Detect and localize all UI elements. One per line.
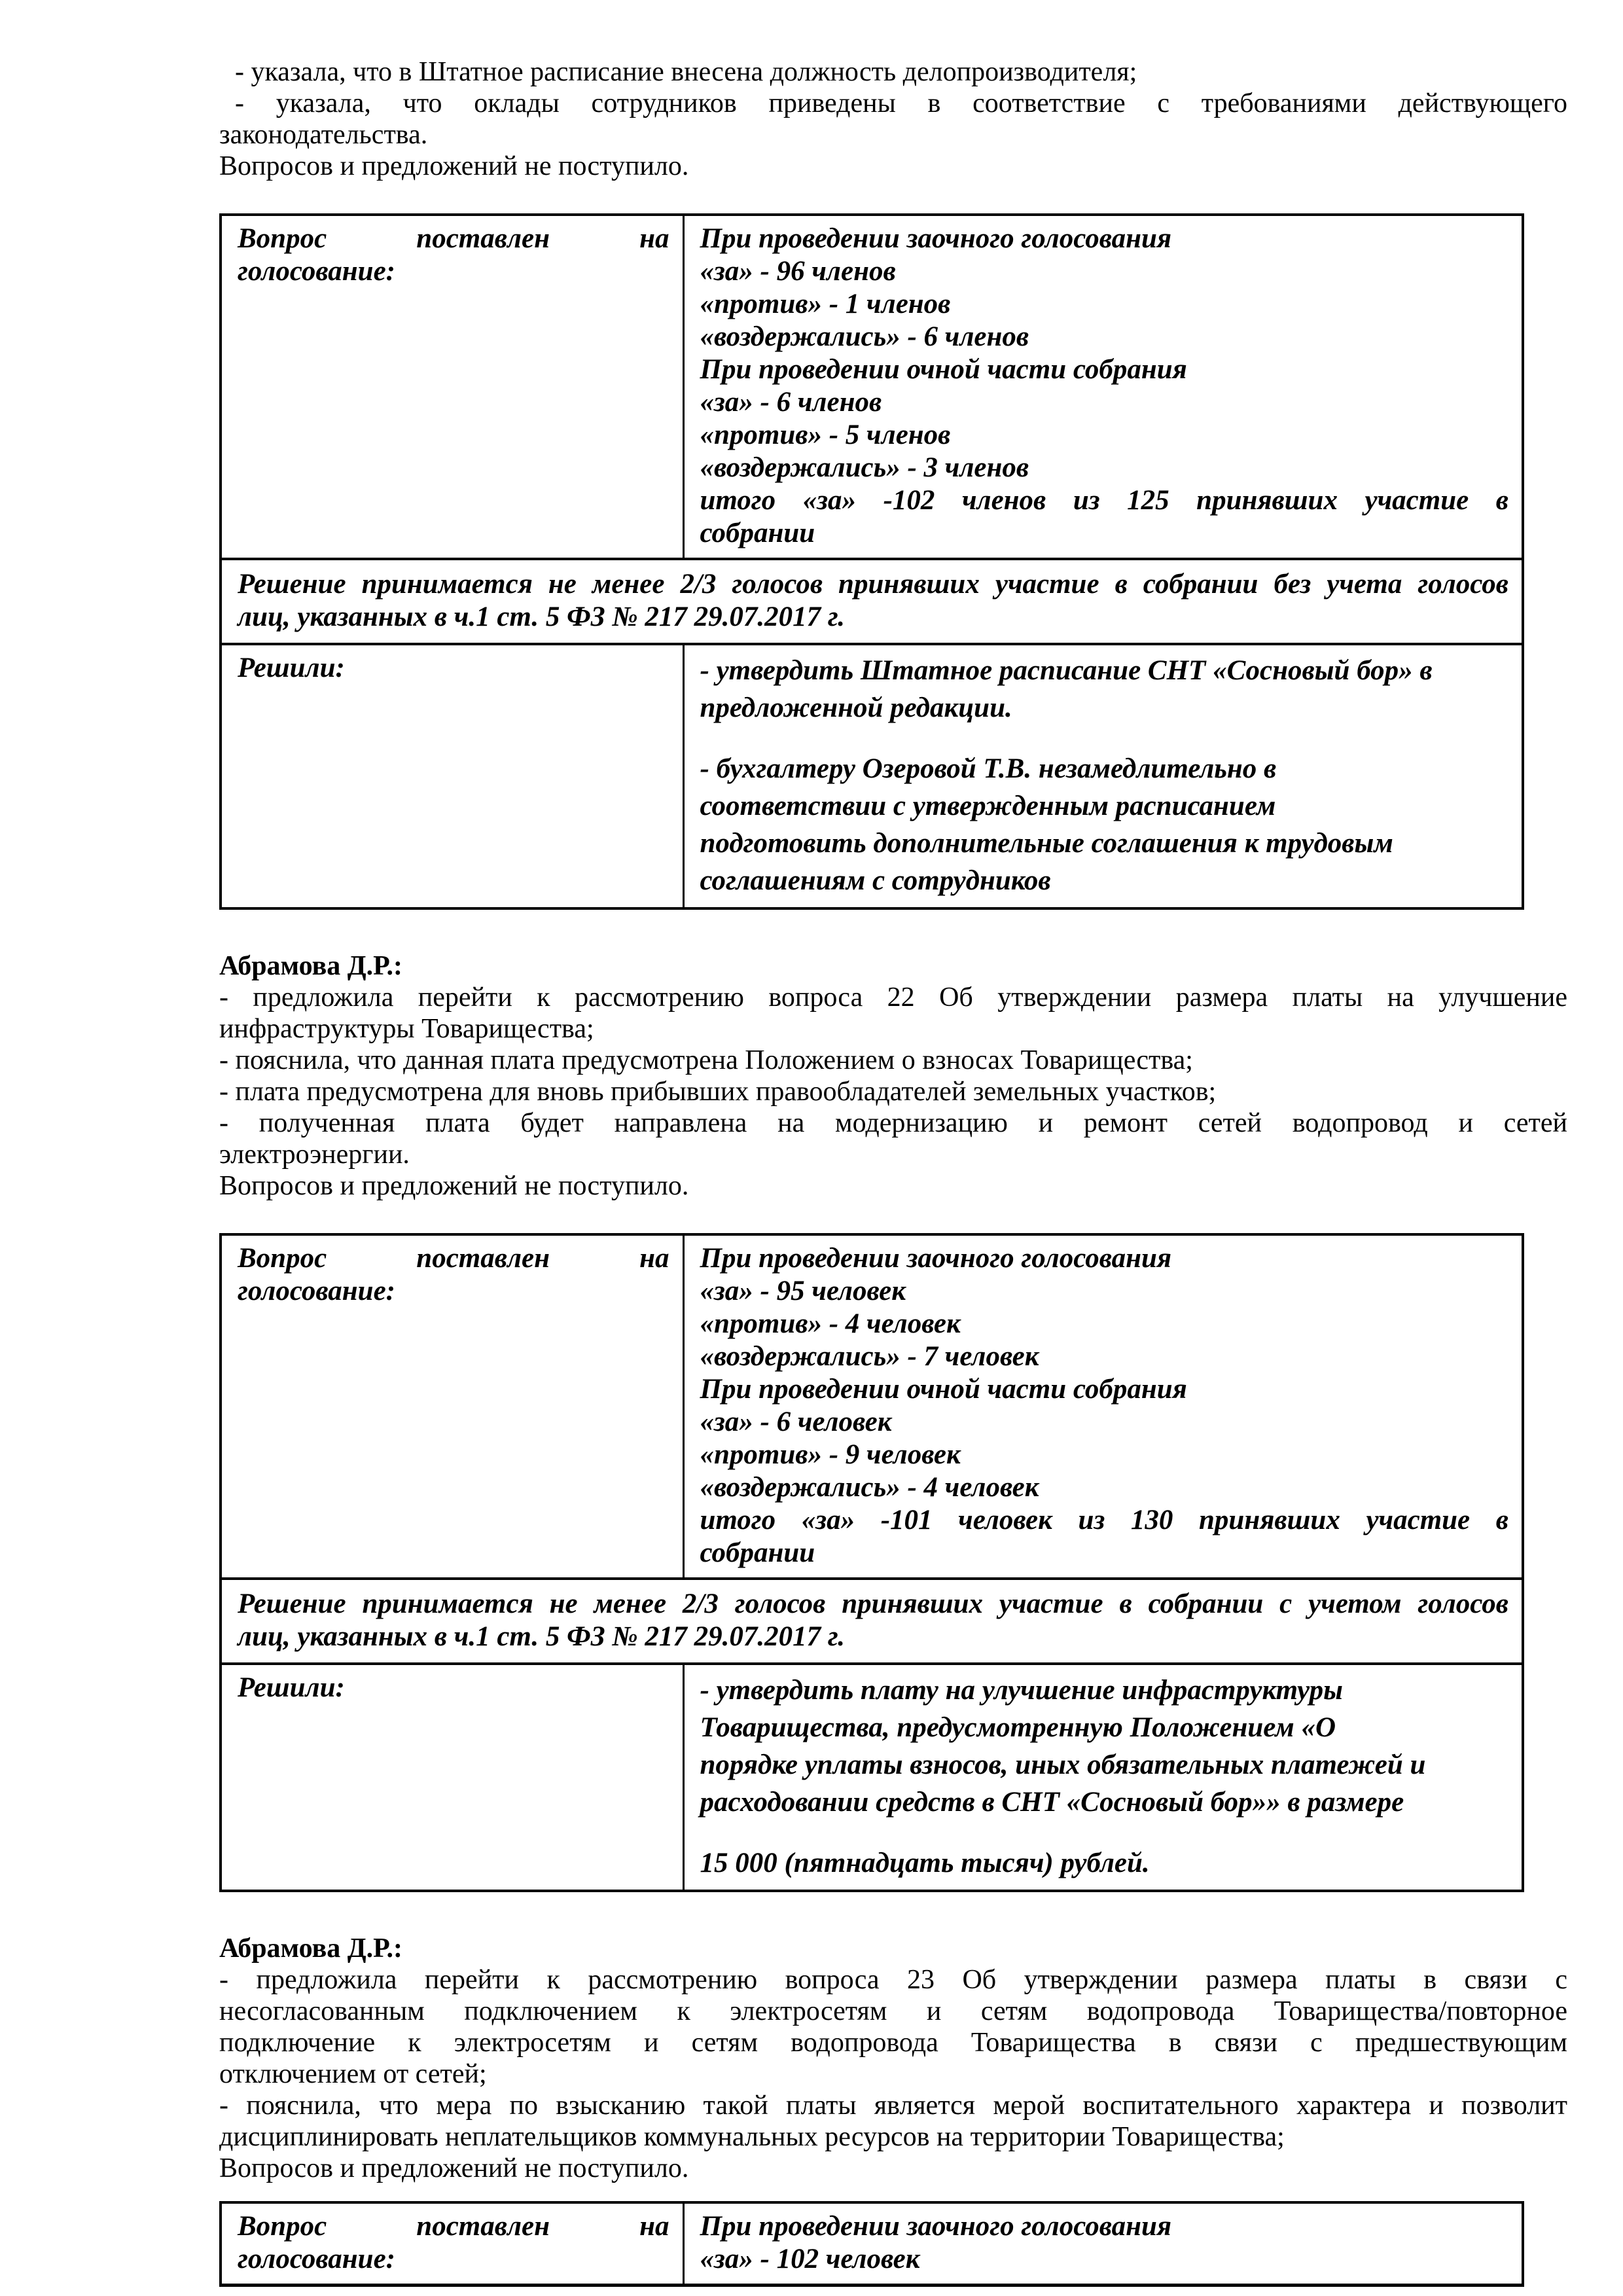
- resolution-amount-line: 15 000 (пятнадцать тысяч) рублей.: [700, 1848, 1150, 1878]
- vote-line: «против» - 4 человек: [700, 1308, 961, 1339]
- question-label-line: Вопрос поставлен на: [238, 2211, 669, 2242]
- vote-line: «за» - 6 членов: [700, 387, 882, 418]
- intro-paragraph: - указала, что в Штатное расписание внесена должность делопроизводителя;: [235, 57, 1137, 87]
- decision-rule-line: Решение принимается не менее 2/3 голосов принявших участие в собрании с учетом голосов: [238, 1588, 1508, 1619]
- decision-rule-line: лиц, указанных в ч.1 ст. 5 ФЗ № 217 29.07.2017 г.: [238, 1621, 845, 1652]
- resolution-line: соглашениям с сотрудников: [700, 865, 1051, 896]
- question-label-line: Вопрос поставлен на: [238, 1243, 669, 1274]
- question-label-line: голосование:: [238, 256, 395, 287]
- decision-rule-cell: [221, 559, 1523, 644]
- question-label-line: Вопрос поставлен на: [238, 223, 669, 254]
- decision-rule-row: [221, 1579, 1523, 1664]
- blank-line: [700, 1821, 1509, 1844]
- question-label-line: голосование:: [238, 2244, 395, 2274]
- vote-line: «воздержались» - 6 членов: [700, 321, 1029, 352]
- decision-rule-cell: [221, 1579, 1523, 1664]
- vote-line: «воздержались» - 7 человек: [700, 1341, 1039, 1372]
- vote-table-2: [219, 1233, 1524, 1892]
- section-paragraph: - предложила перейти к рассмотрению вопроса 22 Об утверждении размера платы на улучшение: [219, 982, 1567, 1013]
- resolution-line: порядке уплаты взносов, иных обязательных платежей и: [700, 1749, 1426, 1780]
- section-paragraph: - пояснила, что данная плата предусмотрена Положением о взносах Товарищества;: [219, 1045, 1193, 1075]
- vote-total-line: итого «за» -102 членов из 125 принявших участие в: [700, 485, 1508, 516]
- intro-block: [219, 56, 1567, 182]
- vote-total-line: собрании: [700, 1537, 815, 1568]
- vote-line: При проведении заочного голосования: [700, 223, 1172, 254]
- vote-table-3: [219, 2201, 1524, 2287]
- vote-line: «воздержались» - 4 человек: [700, 1472, 1039, 1503]
- vote-table-1: [219, 213, 1524, 910]
- vote-line: При проведении заочного голосования: [700, 1243, 1172, 1274]
- section-question-23: [219, 1933, 1567, 2184]
- resolution-line: соответствии с утвержденным расписанием: [700, 791, 1276, 821]
- intro-paragraph: - указала, что оклады сотрудников приведены в соответствие с требованиями действующего: [235, 88, 1567, 118]
- section-paragraph-continuation: дисциплинировать неплательщиков коммунальных ресурсов на территории Товарищества;: [219, 2122, 1285, 2152]
- section-paragraph-continuation: подключение к электросетям и сетям водопровода Товарищества в связи с предшествующим: [219, 2028, 1567, 2058]
- vote-results-cell: [683, 215, 1523, 559]
- resolution-cell: [683, 644, 1523, 908]
- resolution-line: - бухгалтеру Озеровой Т.В. незамедлительно в: [700, 753, 1277, 784]
- vote-line: «за» - 6 человек: [700, 1407, 892, 1437]
- section-paragraph: - полученная плата будет направлена на модернизацию и ремонт сетей водопровод и сетей: [219, 1108, 1567, 1138]
- question-label-cell: [221, 215, 683, 559]
- vote-results-cell: [683, 2202, 1523, 2286]
- resolution-line: - утвердить Штатное расписание СНТ «Сосновый бор» в: [700, 655, 1433, 686]
- resolution-line: Товарищества, предусмотренную Положением «О: [700, 1712, 1336, 1743]
- speaker-heading: Абрамова Д.Р.:: [219, 1933, 403, 1964]
- no-questions-note: Вопросов и предложений не поступило.: [219, 1171, 689, 1201]
- section-question-22: [219, 950, 1567, 1202]
- resolution-line: подготовить дополнительные соглашения к трудовым: [700, 828, 1393, 859]
- no-questions-note: Вопросов и предложений не поступило.: [219, 2153, 689, 2183]
- vote-line: «за» - 95 человек: [700, 1276, 906, 1306]
- resolution-line: расходовании средств в СНТ «Сосновый бор»» в размере: [700, 1787, 1404, 1818]
- vote-row-question: [221, 2202, 1523, 2286]
- intro-paragraph-continuation: законодательства.: [219, 120, 428, 150]
- decision-rule-row: [221, 559, 1523, 644]
- vote-results-cell: [683, 1234, 1523, 1579]
- section-paragraph-continuation: отключением от сетей;: [219, 2059, 487, 2089]
- resolved-label-cell: Решили:: [221, 644, 683, 908]
- section-paragraph: - предложила перейти к рассмотрению вопроса 23 Об утверждении размера платы в связи с: [219, 1965, 1567, 1995]
- vote-line: «воздержались» - 3 членов: [700, 452, 1029, 483]
- vote-line: «за» - 96 членов: [700, 256, 896, 287]
- resolution-row: [221, 644, 1523, 908]
- section-paragraph: - пояснила, что мера по взысканию такой платы является мерой воспитательного характера и позволит: [219, 2090, 1567, 2121]
- decision-rule-line: лиц, указанных в ч.1 ст. 5 ФЗ № 217 29.07.2017 г.: [238, 601, 845, 632]
- no-questions-note: Вопросов и предложений не поступило.: [219, 151, 689, 181]
- vote-line: «против» - 1 членов: [700, 289, 951, 319]
- vote-line: «за» - 102 человек: [700, 2244, 920, 2274]
- section-paragraph: - плата предусмотрена для вновь прибывших правообладателей земельных участков;: [219, 1077, 1217, 1107]
- resolution-cell: [683, 1664, 1523, 1891]
- vote-line: При проведении очной части собрания: [700, 1374, 1187, 1405]
- vote-line: При проведении заочного голосования: [700, 2211, 1172, 2242]
- vote-line: «против» - 9 человек: [700, 1439, 961, 1470]
- resolution-line: предложенной редакции.: [700, 692, 1012, 723]
- blank-line: [700, 726, 1509, 750]
- vote-total-line: итого «за» -101 человек из 130 принявших участие в: [700, 1505, 1508, 1535]
- vote-line: «против» - 5 членов: [700, 420, 951, 450]
- section-paragraph-continuation: несогласованным подключением к электросетям и сетям водопровода Товарищества/повторное: [219, 1996, 1567, 2026]
- resolution-line: - утвердить плату на улучшение инфраструктуры: [700, 1675, 1343, 1706]
- section-paragraph-continuation: инфраструктуры Товарищества;: [219, 1014, 594, 1044]
- question-label-cell: [221, 1234, 683, 1579]
- vote-line: При проведении очной части собрания: [700, 354, 1187, 385]
- question-label-cell: [221, 2202, 683, 2286]
- vote-row-question: [221, 215, 1523, 559]
- question-label-line: голосование:: [238, 1276, 395, 1306]
- vote-row-question: [221, 1234, 1523, 1579]
- decision-rule-line: Решение принимается не менее 2/3 голосов принявших участие в собрании без учета голосов: [238, 569, 1508, 600]
- resolution-row: [221, 1664, 1523, 1891]
- speaker-heading: Абрамова Д.Р.:: [219, 951, 403, 981]
- resolved-label-cell: Решили:: [221, 1664, 683, 1891]
- section-paragraph-continuation: электроэнергии.: [219, 1139, 410, 1170]
- vote-total-line: собрании: [700, 518, 815, 548]
